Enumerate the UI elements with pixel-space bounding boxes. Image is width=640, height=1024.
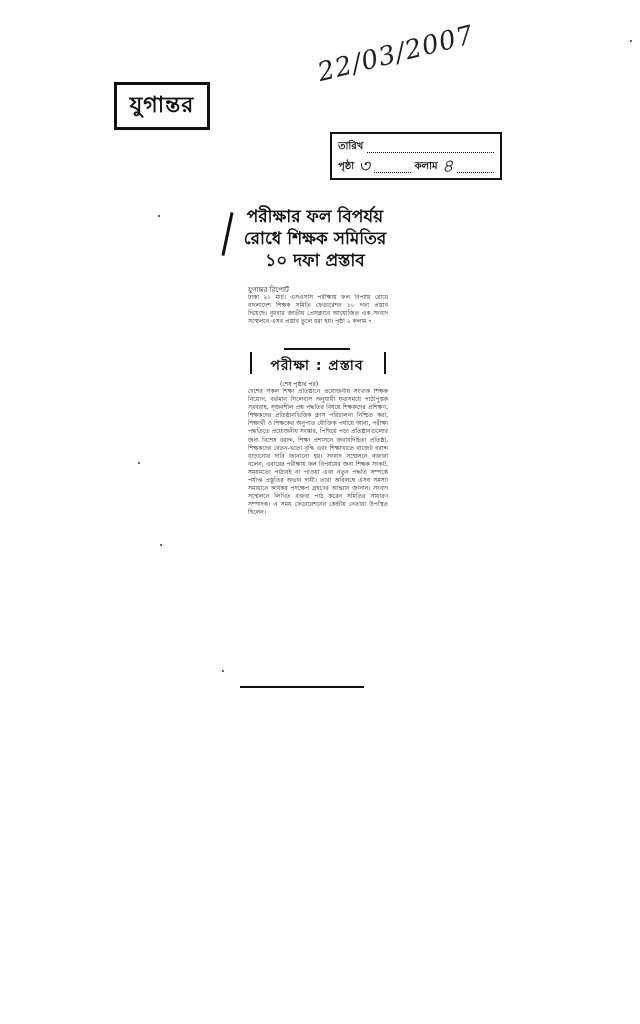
stamp-page-value: ৩ <box>358 156 370 177</box>
stamp-column-line <box>457 162 494 173</box>
stamp-date-label: তারিখ <box>338 140 364 152</box>
handwritten-date: 22/03/2007 <box>314 20 478 89</box>
newspaper-masthead <box>114 82 210 130</box>
scan-speck <box>160 544 162 546</box>
article-headline <box>230 206 400 272</box>
stamp-column-value: ৪ <box>441 156 454 177</box>
masthead-text: যুগান্তর <box>129 91 195 118</box>
headline-line-3: ১০ দফা প্রস্তাব <box>265 251 365 271</box>
scan-speck <box>630 40 632 42</box>
headline-line-2: রোধে শিক্ষক সমিতির <box>243 229 387 249</box>
section-divider <box>284 348 350 350</box>
stamp-page-label: পৃষ্ঠা <box>338 160 355 172</box>
scan-speck <box>158 215 160 217</box>
stamp-page-line <box>374 162 411 173</box>
headline-line-1: পরীক্ষার ফল বিপর্যয় <box>246 207 384 227</box>
article-end-rule <box>240 686 364 688</box>
scan-speck <box>138 462 140 464</box>
stamp-column-label: কলাম <box>414 160 438 172</box>
stamp-date-line <box>367 142 494 153</box>
continuation-note: (শেষ পৃষ্ঠার পর) <box>280 381 319 388</box>
stamp-page-row <box>338 157 494 177</box>
article-body: দেশের সকল শিক্ষা প্রতিষ্ঠানে প্রয়োজনীয় সংখ্যক শিক্ষক নিয়োগ, বর্তমান সিলেবাস অনুযায়ী যথাসময়ে পাঠ্যপুস্তক সরবরাহ, সৃজনশীল প্রশ্ন পদ্ধতির বিষয়ে শিক্ষকদের প্রশিক্ষণ, শিক্ষকদের প্রতিষ্ঠানভিত্তিক ক্লাস পরিচালনা নিশ্চিত করা, শিক্ষার্থী ও শিক্ষকের অনুপাত যৌক্তিক পর্যায়ে আনা, পরীক্ষা পদ্ধতিতে প্রয়োজনীয় সংস্কার, পিছিয়ে পড়া প্রতিষ্ঠানগুলোর জন্য বিশেষ বরাদ্দ, শিক্ষা প্রশাসনে জবাবদিহিতা প্রতিষ্ঠা, শিক্ষকদের বেতন-ভাতা বৃদ্ধি এবং শিক্ষাখাতে বাজেট বরাদ্দ বাড়ানোর দাবি জানানো হয়। সংবাদ সম্মেলনে বক্তারা বলেন, এবারের পরীক্ষায় ফল বিপর্যয়ের জন্য শিক্ষক সংকট, সময়মতো পাঠ্যবই না পাওয়া এবং নতুন পদ্ধতি সম্পর্কে পর্যাপ্ত প্রস্তুতির অভাব দায়ী। তারা অবিলম্বে এসব সমস্যা সমাধানে কার্যকর পদক্ষেপ গ্রহণের আহ্বান জানান। সংবাদ সম্মেলনে লিখিত বক্তব্য পাঠ করেন সমিতির সাধারণ সম্পাদক। এ সময় ফেডারেশনের কেন্দ্রীয় নেতারা উপস্থিত ছিলেন। <box>248 388 388 517</box>
lead-paragraph: ঢাকা ২১ মার্চ। এসএসসি পরীক্ষায় ফল বিপর্যয় রোধে বাংলাদেশ শিক্ষক সমিতি ফেডারেশন ১০ দফা প্রস্তাব দিয়েছে। বুধবার জাতীয় প্রেসক্লাবে আয়োজিত এক সংবাদ সম্মেলনে এসব প্রস্তাব তুলে ধরা হয়। পৃষ্ঠা ২ কলাম ৭ <box>248 294 388 326</box>
stamp-date-row <box>338 137 494 157</box>
filing-stamp <box>330 132 502 180</box>
scan-speck <box>222 670 224 672</box>
continuation-sub-head: পরীক্ষা : প্রস্তাব <box>270 358 364 374</box>
reporter-byline: যুগান্তর রিপোর্ট <box>248 286 289 294</box>
